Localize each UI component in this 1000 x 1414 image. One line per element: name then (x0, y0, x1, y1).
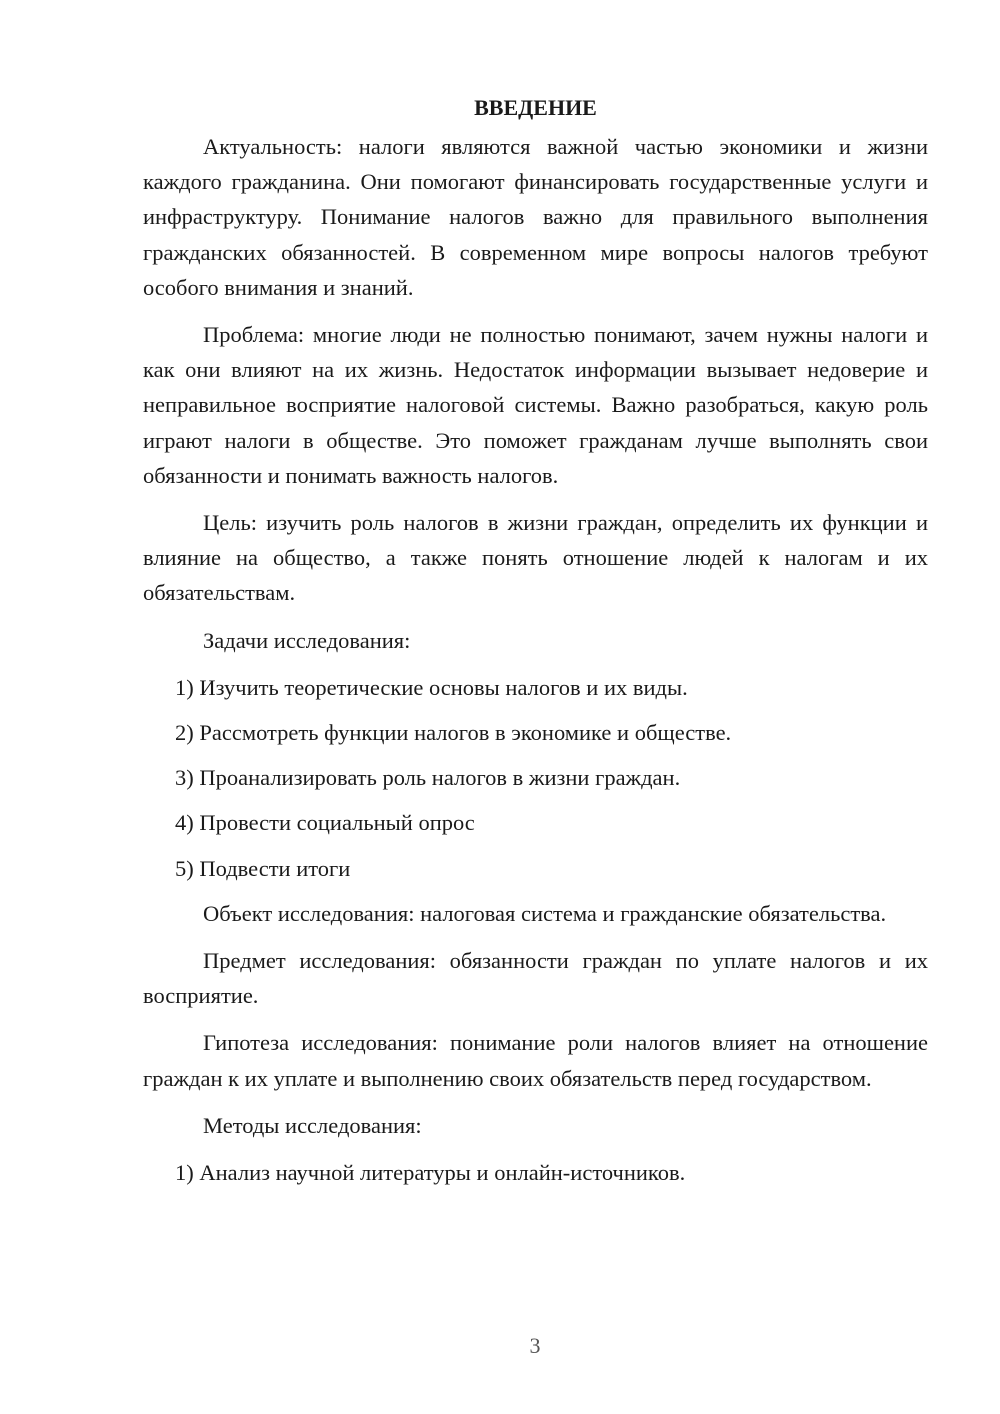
list-item: 1) Анализ научной литературы и онлайн-источников. (175, 1160, 686, 1186)
relevance-paragraph: Актуальность: налоги являются важной частью экономики и жизни каждого гражданина. Они помогают финансировать государственные услуги и инфраструктуру. Понимание налогов важно для правильного выполнения гражданских обязанностей. В современном мире вопросы налогов требуют особого внимания и знаний. (143, 134, 928, 300)
methods-list (143, 1155, 928, 1190)
tasks-list (143, 670, 928, 886)
page-number: 3 (529, 1333, 541, 1358)
object-paragraph: Объект исследования: налоговая система и гражданские обязательства. (203, 900, 887, 926)
list-item: 2) Рассмотреть функции налогов в экономике и обществе. (175, 720, 732, 746)
goal-paragraph: Цель: изучить роль налогов в жизни граждан, определить их функции и влияние на общество, а также понять отношение людей к налогам и их обязательствам. (143, 510, 928, 606)
list-item: 5) Подвести итоги (175, 855, 351, 881)
list-item: 3) Проанализировать роль налогов в жизни граждан. (175, 765, 681, 791)
subject-paragraph: Предмет исследования: обязанности граждан по уплате налогов и их восприятие. (143, 948, 928, 1009)
list-item: 1) Изучить теоретические основы налогов и их виды. (175, 674, 688, 700)
hypothesis-paragraph: Гипотеза исследования: понимание роли налогов влияет на отношение граждан к их уплате и выполнению своих обязательств перед государством. (143, 1030, 928, 1091)
list-item: 4) Провести социальный опрос (175, 810, 475, 836)
tasks-label: Задачи исследования: (203, 627, 411, 653)
section-heading: ВВЕДЕНИЕ (474, 95, 597, 120)
page-content (143, 90, 928, 1200)
methods-label: Методы исследования: (203, 1112, 422, 1138)
problem-paragraph: Проблема: многие люди не полностью понимают, зачем нужны налоги и как они влияют на их жизнь. Недостаток информации вызывает недоверие и неправильное восприятие налоговой системы. Важно разобраться, какую роль играют налоги в обществе. Это поможет гражданам лучше выполнять свои обязанности и понимать важность налогов. (143, 322, 928, 488)
